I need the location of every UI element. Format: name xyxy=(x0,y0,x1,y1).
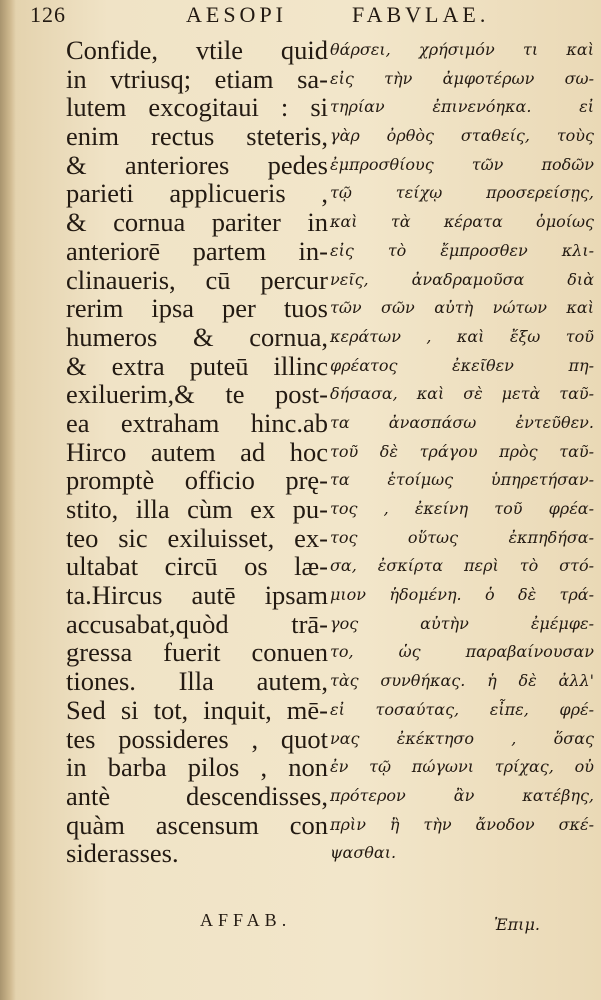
latin-text-line: anteriorē partem in- xyxy=(66,235,328,266)
latin-text-line: humeros & cornua, xyxy=(66,321,328,352)
latin-text-line: siderasses. xyxy=(66,838,179,869)
greek-text-line: φρέατος ἐκεῖθεν πη- xyxy=(330,355,594,375)
latin-text-line: quàm ascensum con xyxy=(66,809,328,840)
latin-text-line: ta.Hircus autē ipsam xyxy=(66,580,328,611)
greek-text-line: εἰς τὴν ἀμφοτέρων σω- xyxy=(330,68,594,88)
latin-text-line: & extra puteū illinc xyxy=(66,350,328,381)
running-title-right: FABVLAE. xyxy=(352,2,490,27)
binding-gutter xyxy=(0,0,16,1000)
greek-text-line: το, ὡς παραβαίνουσαν xyxy=(330,642,594,662)
greek-text-line: σα, ἐσκίρτα περὶ τὸ στό- xyxy=(330,556,594,576)
greek-text-line: τηρίαν ἐπινενόηκα. εἰ xyxy=(330,97,594,117)
latin-text-line: teo sic exiluisset, ex- xyxy=(66,522,328,553)
greek-text-line: τος , ἐκείνη τοῦ φρέα- xyxy=(330,499,594,518)
running-title-left: AESOPI xyxy=(186,2,288,27)
latin-text-line: promptè officio prę- xyxy=(66,465,328,496)
greek-text-line: τὰς συνθήκας. ἡ δὲ ἀλλ' xyxy=(330,671,594,691)
greek-text-line: τα ἑτοίμως ὑπηρετήσαν- xyxy=(330,470,594,490)
latin-text-line: Hirco autem ad hoc xyxy=(66,436,328,467)
greek-text-line: τοῦ δὲ τράγου πρὸς ταῦ- xyxy=(330,441,594,461)
greek-text-line: γος αὐτὴν ἐμέμφε- xyxy=(330,613,594,633)
page-number: 126 xyxy=(30,2,66,27)
catchword-greek: Ἐπιμ. xyxy=(494,915,540,934)
latin-column xyxy=(66,36,328,868)
latin-text-line: & cornua pariter in xyxy=(66,207,328,238)
greek-text-line: εἰ τοσαύτας, εἶπε, φρέ- xyxy=(330,699,594,719)
latin-text-line: clinaueris, cū percur xyxy=(66,264,328,295)
greek-text-line: νεῖς, ἀναδραμοῦσα διὰ xyxy=(330,269,594,289)
greek-column xyxy=(330,36,594,868)
greek-text-line: τος οὕτως ἐκπηδήσα- xyxy=(330,527,594,547)
latin-text-line: Confide, vtile quid xyxy=(66,35,328,65)
running-header xyxy=(30,2,570,30)
latin-text-line: Sed si tot, inquit, mē- xyxy=(66,694,328,725)
greek-text-line: κεράτων , καὶ ἔξω τοῦ xyxy=(330,326,594,346)
greek-text-line: πρότερον ἂν κατέβης, xyxy=(330,785,594,805)
greek-text-line: ἐμπροσθίους τῶν ποδῶν xyxy=(330,154,594,174)
greek-text-line: θάρσει, χρήσιμόν τι καὶ xyxy=(330,40,594,59)
greek-text-line: δήσασα, καὶ σὲ μετὰ ταῦ- xyxy=(330,384,594,404)
latin-text-line: rerim ipsa per tuos xyxy=(66,293,328,324)
latin-text-line: ea extraham hinc.ab xyxy=(66,407,328,438)
greek-text-line: τῷ τείχῳ προσερείσῃς, xyxy=(330,183,594,203)
greek-text-line: τα ἀνασπάσω ἐντεῦθεν. xyxy=(330,412,594,432)
greek-text-line: γὰρ ὀρθὸς σταθείς, τοὺς xyxy=(330,126,594,146)
latin-text-line: exiluerim,& te post- xyxy=(66,379,328,410)
latin-text-line: antè descendisses, xyxy=(66,780,328,811)
greek-text-line: εἰς τὸ ἔμπροσθεν κλι- xyxy=(330,240,594,260)
latin-text-line: enim rectus steteris, xyxy=(66,121,328,152)
latin-text-line: tiones. Illa autem, xyxy=(66,666,328,697)
greek-text-line: νας ἐκέκτησο , ὅσας xyxy=(330,728,594,748)
catchword-latin: AFFAB. xyxy=(200,910,292,930)
latin-text-line: lutem excogitaui : si xyxy=(66,92,328,123)
greek-text-line: πρὶν ἢ τὴν ἄνοδον σκέ- xyxy=(330,814,594,834)
latin-text-line: ultabat circū os læ- xyxy=(66,551,328,582)
greek-text-line: ἐν τῷ πώγωνι τρίχας, οὐ xyxy=(330,757,594,777)
greek-text-line: τῶν σῶν αὐτὴ νώτων καὶ xyxy=(330,298,594,318)
latin-text-line: parieti applicueris , xyxy=(66,178,328,209)
latin-text-line: accusabat,quòd trā- xyxy=(66,608,328,639)
latin-text-line: & anteriores pedes xyxy=(66,149,328,180)
greek-text-line: καὶ τὰ κέρατα ὁμοίως xyxy=(330,212,594,232)
latin-text-line: in vtriusq; etiam sa- xyxy=(66,63,328,94)
latin-text-line: tes possideres , quot xyxy=(66,723,328,754)
latin-text-line: stito, illa cùm ex pu- xyxy=(66,494,328,524)
latin-text-line: gressa fuerit conuen xyxy=(66,637,328,668)
greek-text-line: μιον ἡδομένη. ὁ δὲ τρά- xyxy=(330,585,594,605)
greek-text-line: ψασθαι. xyxy=(330,843,397,863)
latin-text-line: in barba pilos , non xyxy=(66,752,328,783)
